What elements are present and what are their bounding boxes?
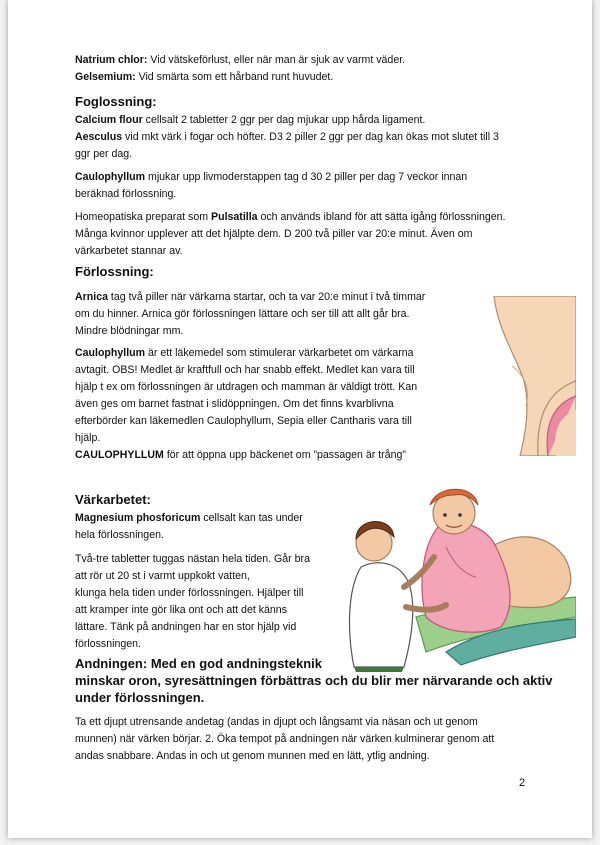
magnesium-line: Magnesium phosforicum cellsalt kan tas under — [75, 512, 303, 524]
caulophyllum-fog-line-2: beräknad förlossning. — [75, 188, 177, 200]
andningen-heading-2: minskar oron, syresättningen förbättras och du blir mer närvarande och aktiv — [75, 673, 553, 688]
homeopatiska-line-2: Många kvinnor upplever att det hjälpte dem. D 200 två piller var 20:e minut. Även om — [75, 228, 473, 240]
andningen-heading-3: under förlossningen. — [75, 690, 205, 705]
homeopatiska-line: Homeopatiska preparat som Pulsatilla och används ibland för att sätta igång förlossningen. — [75, 211, 506, 223]
page-number: 2 — [519, 777, 526, 789]
caulophyllum-line-4: även ges om barnet fastnat i slidöppningen. Om det finns kvarblivna — [75, 398, 394, 410]
caulophyllum-line-3: hjälp t ex om förlossningen är utdragen och mamman är väldigt trött. Kan — [75, 381, 418, 393]
birth-scene-illustration — [326, 487, 576, 672]
homeopatiska-line-3: värkarbetet stannar av. — [75, 245, 183, 257]
arnica-line: Arnica tag två piller när värkarna startar, och ta var 20:e minut i två timmar — [75, 291, 426, 303]
tips-line-1: Två-tre tabletter tuggas nästan hela tiden. Går bra — [75, 553, 310, 565]
gelsemium-line: Gelsemium: Vid smärta som ett hårband runt huvudet. — [75, 71, 334, 83]
tips-line-4: att kramper inte gör lika ont och att det känns — [75, 604, 287, 616]
forlossning-heading: Förlossning: — [75, 264, 154, 279]
andningen-line-3: andas snabbare. Andas in och ut genom munnen med en lätt, ytlig andning. — [75, 750, 430, 762]
andningen-line-2: munnen) när värken börjar. 2. Öka tempot på andningen när värken kulminerar genom att — [75, 733, 495, 745]
aesculus-line: Aesculus vid mkt värk i fogar och höfter. D3 2 piller 2 ggr per dag kan ökas mot slutet till 3 — [75, 131, 499, 143]
tips-line-2: att rör ut 20 st i varmt uppkokt vatten, — [75, 570, 250, 582]
varkarbetet-heading: Värkarbetet: — [75, 492, 151, 507]
caulophyllum-fog-line: Caulophyllum mjukar upp livmoderstappen tag d 30 2 piller per dag 7 veckor innan — [75, 171, 468, 183]
natrium-line: Natrium chlor: Vid vätskeförlust, eller när man är sjuk av varmt väder. — [75, 54, 406, 66]
magnesium-line-2: hela förlossningen. — [75, 529, 164, 541]
tips-line-5: lättare. Tänk på andningen har en stor hjälp vid — [75, 621, 297, 633]
tips-line-3: klunga hela tiden under förlossningen. Hjälper till — [75, 587, 304, 599]
foglossning-heading: Foglossning: — [75, 94, 157, 109]
caulophyllum-line-2: avtagit. OBS! Medlet är kraftfull och har snabb effekt. Medlet kan vara till — [75, 364, 415, 376]
aesculus-line-2: ggr per dag. — [75, 148, 133, 160]
tips-line-6: förlossningen. — [75, 638, 141, 650]
calcium-line: Calcium flour cellsalt 2 tabletter 2 ggr per dag mjukar upp hårda ligament. — [75, 114, 426, 126]
caulophyllum-line: Caulophyllum är ett läkemedel som stimulerar värkarbetet om värkarna — [75, 347, 414, 359]
caulophyllum-upper-line: CAULOPHYLLUM för att öppna upp bäckenet om ”passagen är trång” — [75, 449, 406, 461]
arnica-line-3: Mindre blödningar mm. — [75, 325, 184, 337]
caulophyllum-line-6: hjälp. — [75, 432, 101, 444]
andningen-heading-1: Andningen: Med en god andningsteknik — [75, 656, 322, 671]
andningen-line-1: Ta ett djupt utrensande andetag (andas in djupt och långsamt via näsan och ut genom — [75, 716, 478, 728]
caulophyllum-line-5: efterbörder kan läkemedlen Caulophyllum, Sepia eller Cantharis vara till — [75, 415, 412, 427]
belly-illustration — [486, 296, 576, 456]
arnica-line-2: om du hinner. Arnica gör förlossningen lättare och ser till att allt går bra. — [75, 308, 410, 320]
